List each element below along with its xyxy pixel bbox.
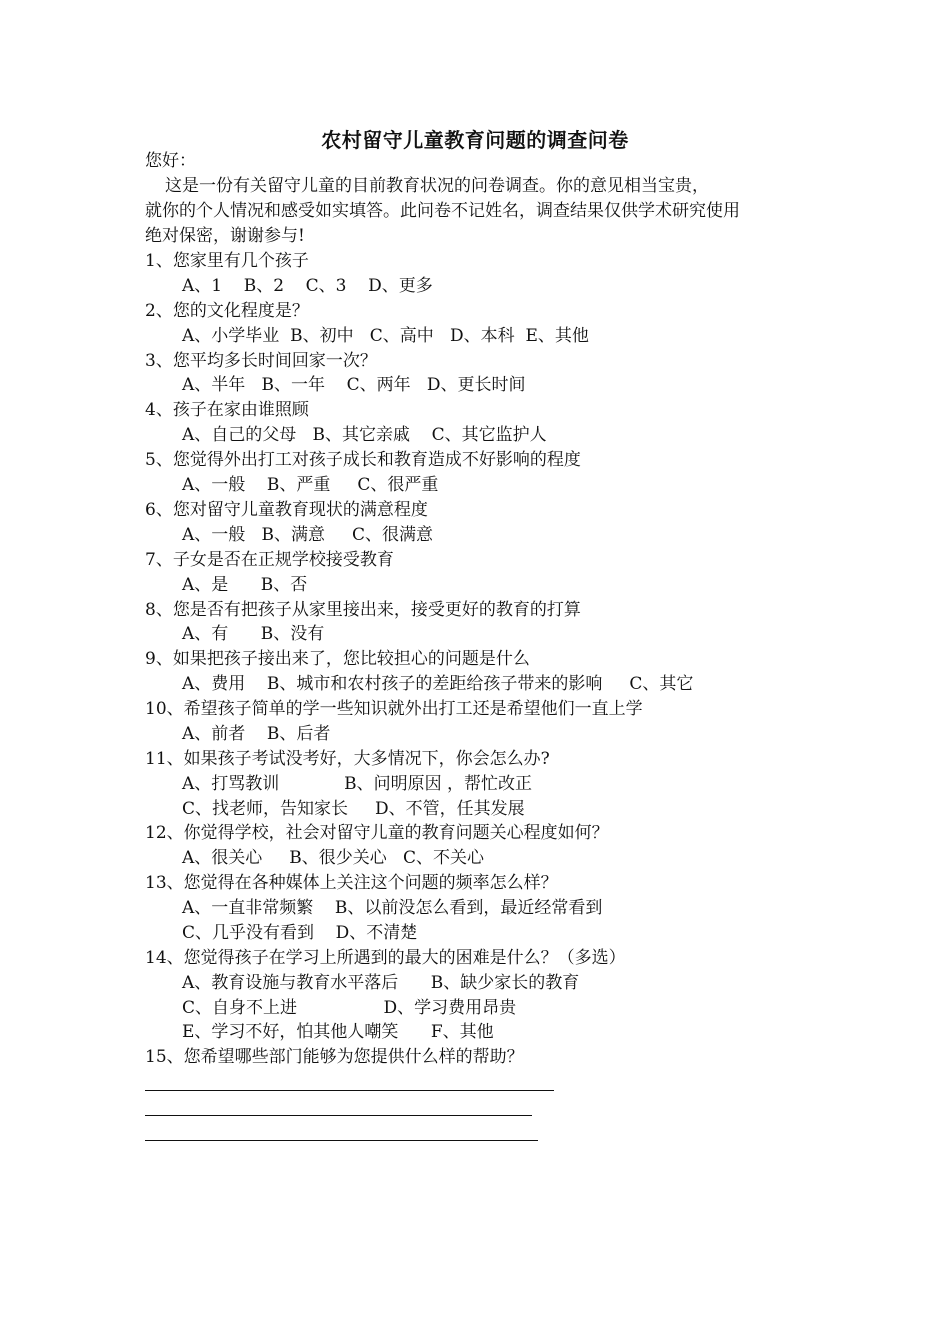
options-1: A、1 B、2 C、3 D、更多: [182, 276, 433, 296]
greeting: 您好：: [145, 151, 196, 171]
question-6: 6、您对留守儿童教育现状的满意程度: [145, 500, 428, 520]
intro-line-3: 绝对保密，谢谢参与!: [145, 226, 305, 246]
question-8: 8、您是否有把孩子从家里接出来，接受更好的教育的打算: [145, 600, 581, 620]
options-11-row-1: A、打骂教训 B、问明原因 ，帮忙改正: [182, 774, 533, 794]
question-14: 14、您觉得孩子在学习上所遇到的最大的困难是什么？（多选）: [145, 948, 626, 968]
question-2: 2、您的文化程度是？: [145, 301, 309, 321]
intro-line-1: 这是一份有关留守儿童的目前教育状况的问卷调查。你的意见相当宝贵，: [165, 176, 709, 196]
options-6: A、一般 B、满意 C、很满意: [182, 525, 434, 545]
question-12: 12、你觉得学校，社会对留守儿童的教育问题关心程度如何？: [145, 823, 609, 843]
options-5: A、一般 B、严重 C、很严重: [182, 475, 439, 495]
options-14-row-1: A、教育设施与教育水平落后 B、缺少家长的教育: [182, 973, 580, 993]
options-4: A、自己的父母 B、其它亲戚 C、其它监护人: [182, 425, 547, 445]
question-5: 5、您觉得外出打工对孩子成长和教育造成不好影响的程度: [145, 450, 581, 470]
question-15: 15、您希望哪些部门能够为您提供什么样的帮助？: [145, 1047, 524, 1067]
question-4: 4、孩子在家由谁照顾: [145, 400, 309, 420]
question-13: 13、您觉得在各种媒体上关注这个问题的频率怎么样？: [145, 873, 558, 893]
question-10: 10、希望孩子简单的学一些知识就外出打工还是希望他们一直上学: [145, 699, 643, 719]
options-9: A、费用 B、城市和农村孩子的差距给孩子带来的影响 C、其它: [182, 674, 694, 694]
options-7: A、是 B、否: [182, 575, 308, 595]
options-11-row-2: C、找老师，告知家长 D、不管，任其发展: [182, 799, 525, 819]
question-7: 7、子女是否在正规学校接受教育: [145, 550, 394, 570]
options-13-row-1: A、一直非常频繁 B、以前没怎么看到，最近经常看到: [182, 898, 603, 918]
intro-line-2: 就你的个人情况和感受如实填答。此问卷不记姓名，调查结果仅供学术研究使用: [145, 201, 740, 221]
options-10: A、前者 B、后者: [182, 724, 331, 744]
options-14-row-3: E、学习不好，怕其他人嘲笑 F、其他: [182, 1022, 494, 1042]
options-14-row-2: C、自身不上进 D、学习费用昂贵: [182, 998, 517, 1018]
options-12: A、很关心 B、很少关心 C、不关心: [182, 848, 485, 868]
answer-blank-line-3[interactable]: [145, 1140, 538, 1141]
options-13-row-2: C、几乎没有看到 D、不清楚: [182, 923, 418, 943]
page-title: 农村留守儿童教育问题的调查问卷: [321, 128, 629, 152]
answer-blank-line-1[interactable]: [145, 1090, 554, 1091]
options-2: A、小学毕业 B、初中 C、高中 D、本科 E、其他: [182, 326, 589, 346]
options-3: A、半年 B、一年 C、两年 D、更长时间: [182, 375, 526, 395]
options-8: A、有 B、没有: [182, 624, 325, 644]
answer-blank-line-2[interactable]: [145, 1115, 532, 1116]
question-9: 9、如果把孩子接出来了，您比较担心的问题是什么: [145, 649, 530, 669]
question-3: 3、您平均多长时间回家一次？: [145, 351, 377, 371]
question-1: 1、您家里有几个孩子: [145, 251, 309, 271]
question-11: 11、如果孩子考试没考好，大多情况下，你会怎么办?: [145, 749, 550, 769]
